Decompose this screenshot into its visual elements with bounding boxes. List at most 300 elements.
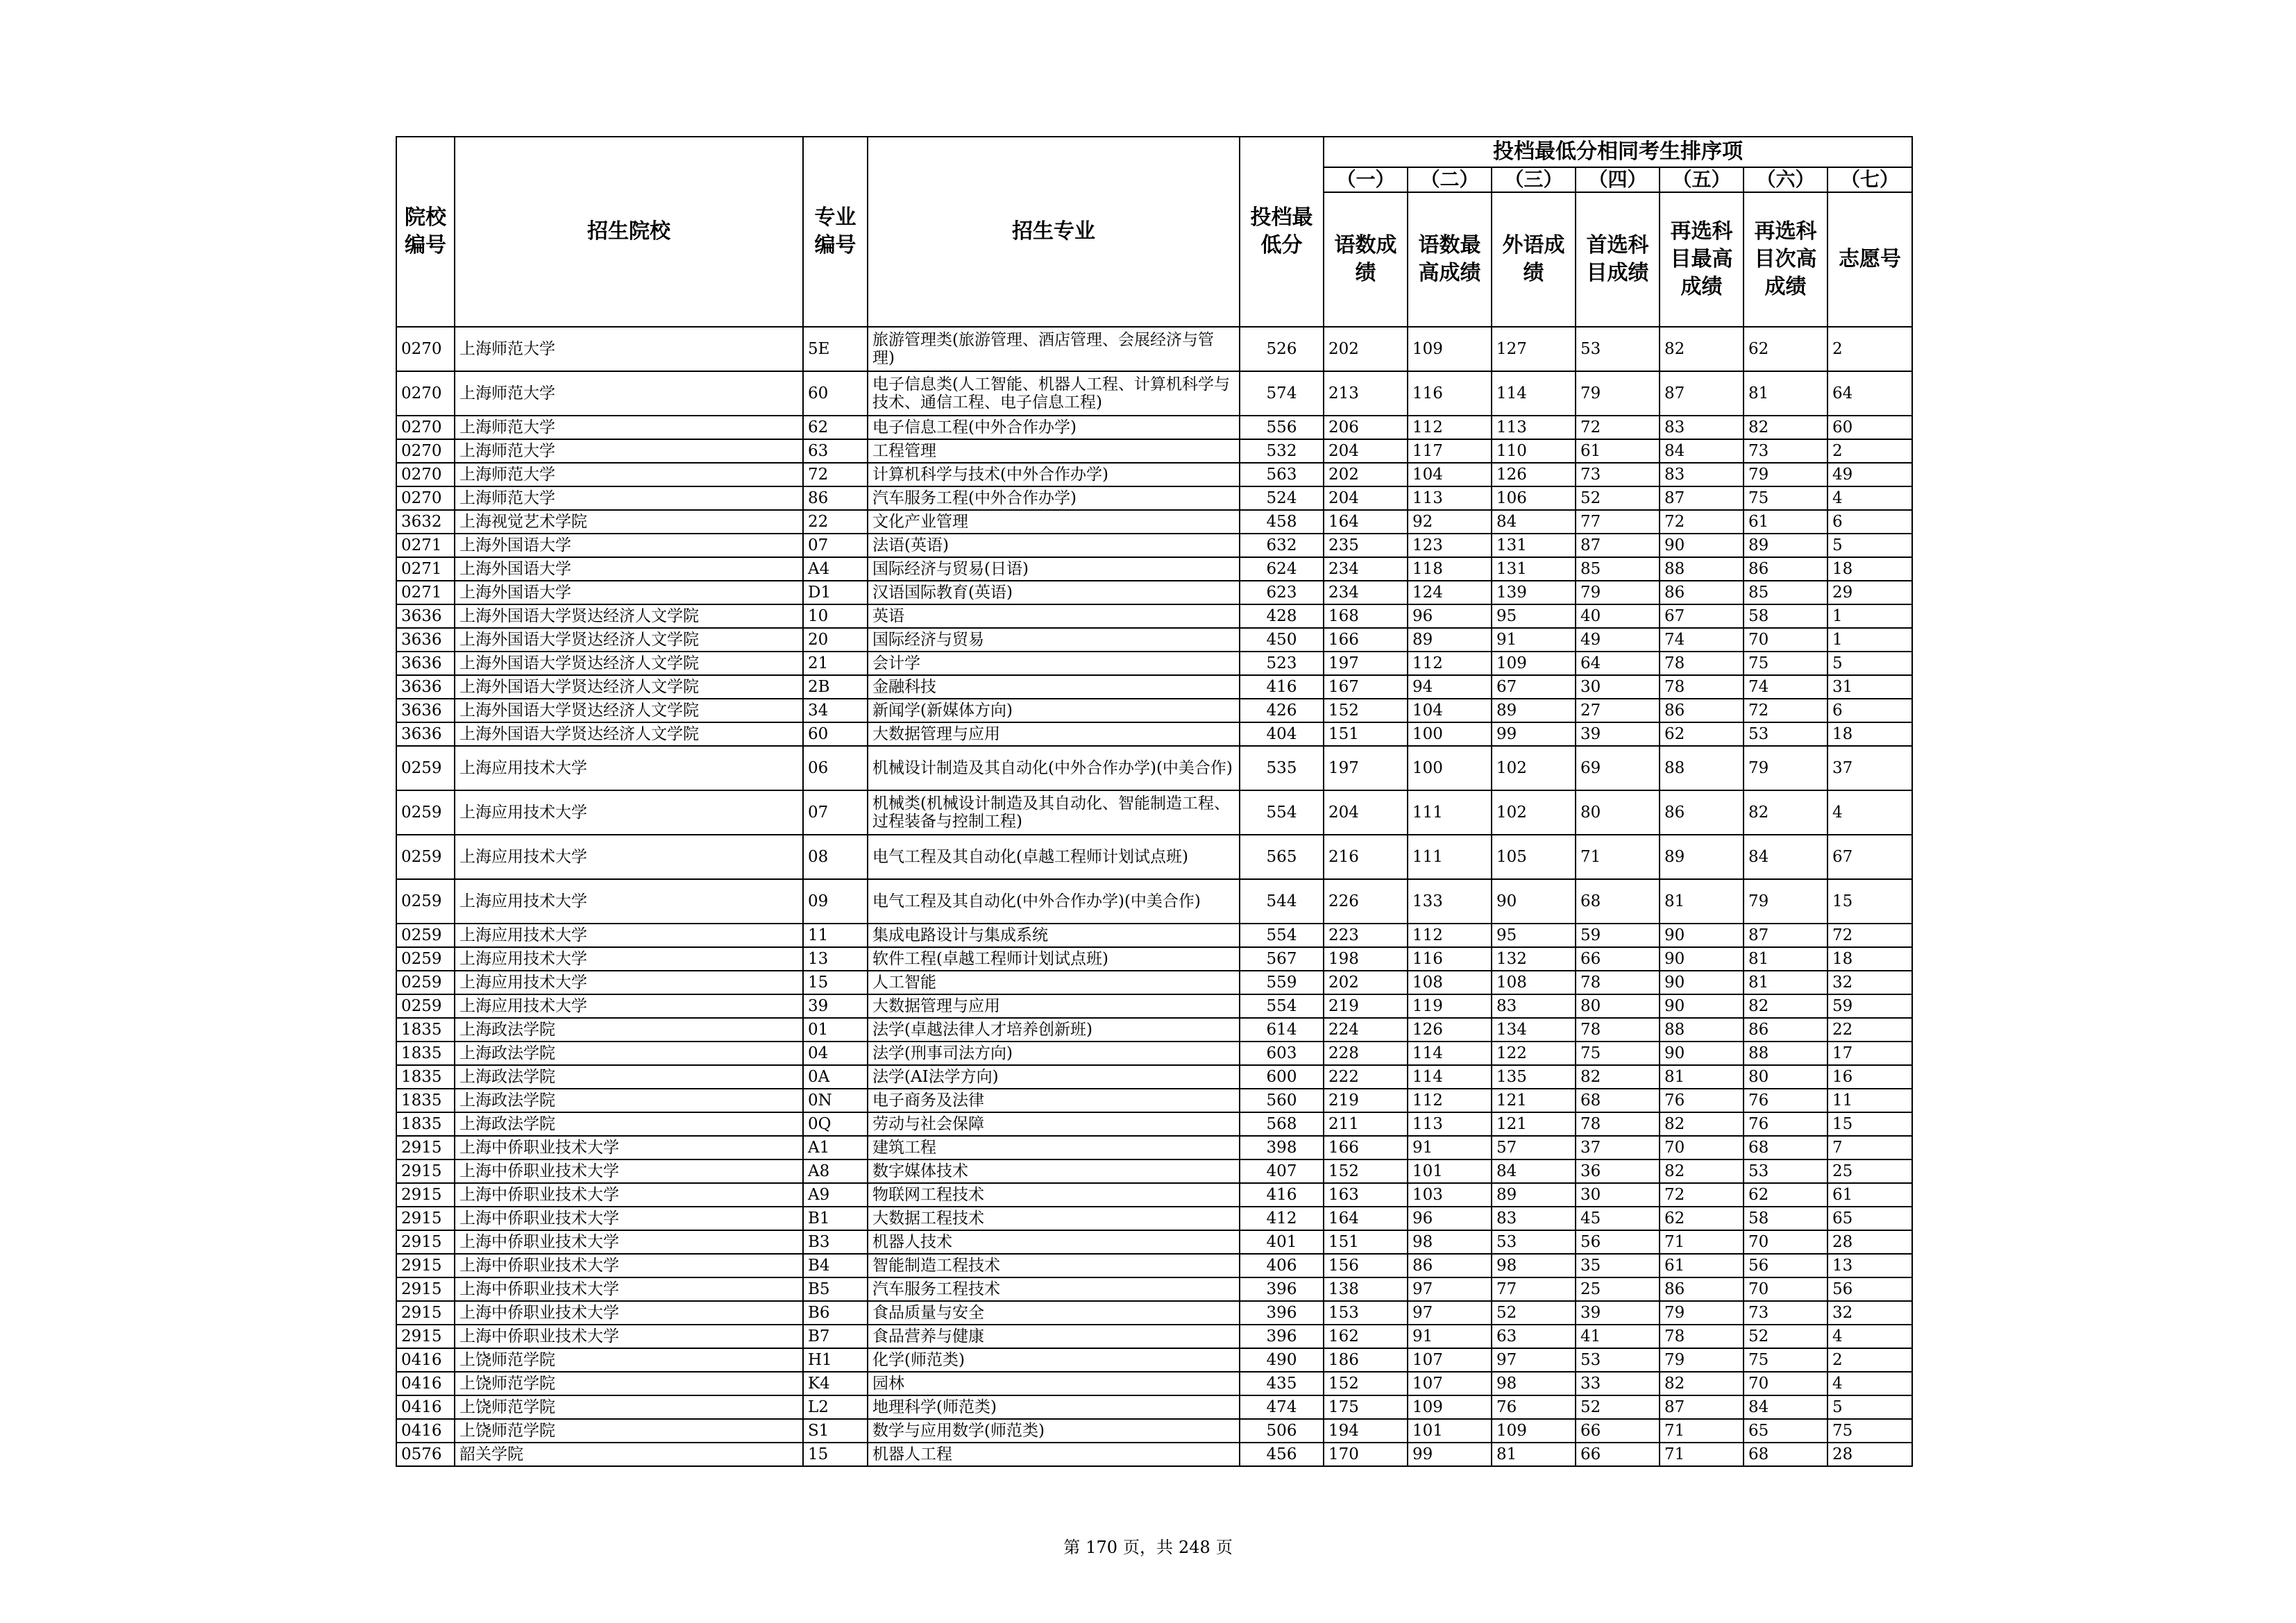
cell-school-name: 上海师范大学 xyxy=(455,416,803,439)
cell-elective-second: 68 xyxy=(1744,1136,1827,1159)
footer-prefix: 第 xyxy=(1063,1538,1081,1557)
cell-preference-no: 37 xyxy=(1827,746,1912,790)
table-row xyxy=(396,652,1912,675)
page-footer xyxy=(0,1533,2296,1558)
cell-preference-no: 4 xyxy=(1827,1372,1912,1395)
cell-chinese-math: 194 xyxy=(1324,1419,1408,1443)
cell-major-name: 汉语国际教育(英语) xyxy=(868,581,1240,604)
cell-major-name: 数字媒体技术 xyxy=(868,1159,1240,1183)
cell-school-code: 0271 xyxy=(396,557,455,581)
cell-school-name: 上饶师范学院 xyxy=(455,1372,803,1395)
cell-first-subject: 68 xyxy=(1576,1089,1660,1112)
cell-elective-max: 82 xyxy=(1660,1372,1744,1395)
cell-major-code: L2 xyxy=(803,1395,868,1419)
cell-major-name: 法学(AI法学方向) xyxy=(868,1065,1240,1089)
cell-elective-max: 87 xyxy=(1660,1395,1744,1419)
cell-foreign-language: 113 xyxy=(1492,416,1576,439)
cell-major-name: 地理科学(师范类) xyxy=(868,1395,1240,1419)
cell-major-name: 物联网工程技术 xyxy=(868,1183,1240,1207)
cell-min-score: 623 xyxy=(1240,581,1324,604)
header-order-7: （七） xyxy=(1827,167,1912,192)
cell-elective-second: 84 xyxy=(1744,1395,1827,1419)
header-sub-preference-no: 志愿号 xyxy=(1827,192,1912,327)
cell-chinese-math: 152 xyxy=(1324,699,1408,722)
cell-major-name: 大数据管理与应用 xyxy=(868,722,1240,746)
cell-major-code: B4 xyxy=(803,1254,868,1277)
cell-chinese-math: 202 xyxy=(1324,971,1408,994)
cell-first-subject: 39 xyxy=(1576,1301,1660,1325)
cell-school-code: 2915 xyxy=(396,1207,455,1230)
cell-school-code: 2915 xyxy=(396,1301,455,1325)
cell-min-score: 624 xyxy=(1240,557,1324,581)
cell-major-name: 法学(刑事司法方向) xyxy=(868,1042,1240,1065)
cell-school-name: 上海应用技术大学 xyxy=(455,924,803,947)
cell-elective-max: 70 xyxy=(1660,1136,1744,1159)
cell-major-code: 15 xyxy=(803,971,868,994)
cell-major-code: A8 xyxy=(803,1159,868,1183)
cell-elective-second: 75 xyxy=(1744,486,1827,510)
cell-foreign-language: 81 xyxy=(1492,1443,1576,1466)
cell-school-name: 上海中侨职业技术大学 xyxy=(455,1254,803,1277)
cell-chinese-math: 152 xyxy=(1324,1372,1408,1395)
cell-chinese-math: 204 xyxy=(1324,439,1408,463)
cell-chinese-math: 202 xyxy=(1324,463,1408,486)
cell-chinese-math-max: 97 xyxy=(1408,1277,1492,1301)
cell-school-name: 上海师范大学 xyxy=(455,327,803,371)
cell-major-name: 大数据管理与应用 xyxy=(868,994,1240,1018)
cell-first-subject: 73 xyxy=(1576,463,1660,486)
cell-min-score: 554 xyxy=(1240,790,1324,835)
cell-chinese-math-max: 91 xyxy=(1408,1136,1492,1159)
cell-major-code: 86 xyxy=(803,486,868,510)
cell-major-code: A4 xyxy=(803,557,868,581)
cell-elective-max: 76 xyxy=(1660,1089,1744,1112)
cell-first-subject: 49 xyxy=(1576,628,1660,652)
cell-major-name: 国际经济与贸易(日语) xyxy=(868,557,1240,581)
cell-chinese-math: 222 xyxy=(1324,1065,1408,1089)
cell-first-subject: 64 xyxy=(1576,652,1660,675)
header-order-3: （三） xyxy=(1492,167,1576,192)
cell-foreign-language: 91 xyxy=(1492,628,1576,652)
cell-school-code: 3636 xyxy=(396,699,455,722)
cell-min-score: 567 xyxy=(1240,947,1324,971)
cell-foreign-language: 89 xyxy=(1492,699,1576,722)
cell-elective-second: 73 xyxy=(1744,1301,1827,1325)
cell-elective-max: 81 xyxy=(1660,1065,1744,1089)
cell-foreign-language: 63 xyxy=(1492,1325,1576,1348)
cell-school-name: 上海外国语大学贤达经济人文学院 xyxy=(455,604,803,628)
cell-major-name: 工程管理 xyxy=(868,439,1240,463)
cell-foreign-language: 105 xyxy=(1492,835,1576,879)
cell-elective-second: 88 xyxy=(1744,1042,1827,1065)
header-order-5: （五） xyxy=(1660,167,1744,192)
table-row xyxy=(396,1348,1912,1372)
cell-elective-max: 86 xyxy=(1660,1277,1744,1301)
cell-chinese-math: 219 xyxy=(1324,994,1408,1018)
cell-min-score: 532 xyxy=(1240,439,1324,463)
cell-school-code: 2915 xyxy=(396,1159,455,1183)
cell-elective-max: 90 xyxy=(1660,924,1744,947)
cell-min-score: 474 xyxy=(1240,1395,1324,1419)
table-body xyxy=(396,327,1912,1466)
cell-first-subject: 53 xyxy=(1576,327,1660,371)
cell-chinese-math-max: 86 xyxy=(1408,1254,1492,1277)
cell-foreign-language: 89 xyxy=(1492,1183,1576,1207)
cell-school-code: 3632 xyxy=(396,510,455,534)
cell-min-score: 416 xyxy=(1240,675,1324,699)
cell-chinese-math: 224 xyxy=(1324,1018,1408,1042)
cell-elective-second: 73 xyxy=(1744,439,1827,463)
cell-foreign-language: 114 xyxy=(1492,371,1576,416)
cell-first-subject: 41 xyxy=(1576,1325,1660,1348)
cell-school-code: 1835 xyxy=(396,1089,455,1112)
cell-school-code: 3636 xyxy=(396,652,455,675)
cell-first-subject: 82 xyxy=(1576,1065,1660,1089)
cell-chinese-math-max: 109 xyxy=(1408,1395,1492,1419)
cell-elective-max: 83 xyxy=(1660,463,1744,486)
cell-major-name: 汽车服务工程(中外合作办学) xyxy=(868,486,1240,510)
cell-school-code: 0270 xyxy=(396,327,455,371)
cell-preference-no: 60 xyxy=(1827,416,1912,439)
cell-first-subject: 59 xyxy=(1576,924,1660,947)
cell-elective-max: 79 xyxy=(1660,1348,1744,1372)
header-order-1: （一） xyxy=(1324,167,1408,192)
table-row xyxy=(396,1183,1912,1207)
cell-preference-no: 11 xyxy=(1827,1089,1912,1112)
cell-foreign-language: 131 xyxy=(1492,557,1576,581)
cell-chinese-math-max: 104 xyxy=(1408,699,1492,722)
cell-chinese-math-max: 104 xyxy=(1408,463,1492,486)
cell-chinese-math-max: 96 xyxy=(1408,1207,1492,1230)
cell-elective-second: 79 xyxy=(1744,463,1827,486)
cell-preference-no: 22 xyxy=(1827,1018,1912,1042)
table-row xyxy=(396,1230,1912,1254)
cell-major-name: 汽车服务工程技术 xyxy=(868,1277,1240,1301)
cell-major-code: 60 xyxy=(803,722,868,746)
cell-school-name: 上海中侨职业技术大学 xyxy=(455,1183,803,1207)
cell-major-name: 旅游管理类(旅游管理、酒店管理、会展经济与管理) xyxy=(868,327,1240,371)
cell-preference-no: 29 xyxy=(1827,581,1912,604)
cell-major-code: 22 xyxy=(803,510,868,534)
cell-preference-no: 1 xyxy=(1827,604,1912,628)
cell-major-name: 机器人技术 xyxy=(868,1230,1240,1254)
cell-school-code: 0271 xyxy=(396,534,455,557)
cell-major-code: 15 xyxy=(803,1443,868,1466)
cell-first-subject: 77 xyxy=(1576,510,1660,534)
cell-preference-no: 7 xyxy=(1827,1136,1912,1159)
cell-school-code: 2915 xyxy=(396,1254,455,1277)
cell-foreign-language: 67 xyxy=(1492,675,1576,699)
table-row xyxy=(396,1089,1912,1112)
table-row xyxy=(396,1207,1912,1230)
cell-chinese-math: 166 xyxy=(1324,1136,1408,1159)
cell-major-name: 计算机科学与技术(中外合作办学) xyxy=(868,463,1240,486)
cell-chinese-math: 151 xyxy=(1324,1230,1408,1254)
cell-school-code: 0270 xyxy=(396,371,455,416)
cell-major-code: B5 xyxy=(803,1277,868,1301)
cell-first-subject: 78 xyxy=(1576,971,1660,994)
cell-elective-second: 58 xyxy=(1744,604,1827,628)
cell-chinese-math: 175 xyxy=(1324,1395,1408,1419)
cell-major-name: 大数据工程技术 xyxy=(868,1207,1240,1230)
cell-chinese-math-max: 112 xyxy=(1408,652,1492,675)
cell-first-subject: 37 xyxy=(1576,1136,1660,1159)
cell-preference-no: 32 xyxy=(1827,971,1912,994)
cell-school-name: 上海应用技术大学 xyxy=(455,746,803,790)
cell-major-name: 法学(卓越法律人才培养创新班) xyxy=(868,1018,1240,1042)
cell-major-name: 电子商务及法律 xyxy=(868,1089,1240,1112)
cell-elective-second: 84 xyxy=(1744,835,1827,879)
table-row xyxy=(396,924,1912,947)
cell-preference-no: 61 xyxy=(1827,1183,1912,1207)
cell-chinese-math: 153 xyxy=(1324,1301,1408,1325)
cell-elective-second: 58 xyxy=(1744,1207,1827,1230)
cell-preference-no: 6 xyxy=(1827,699,1912,722)
cell-first-subject: 79 xyxy=(1576,581,1660,604)
cell-major-name: 劳动与社会保障 xyxy=(868,1112,1240,1136)
header-order-2: （二） xyxy=(1408,167,1492,192)
cell-min-score: 406 xyxy=(1240,1254,1324,1277)
cell-school-name: 上饶师范学院 xyxy=(455,1348,803,1372)
cell-foreign-language: 76 xyxy=(1492,1395,1576,1419)
cell-min-score: 554 xyxy=(1240,994,1324,1018)
cell-major-name: 机械类(机械设计制造及其自动化、智能制造工程、过程装备与控制工程) xyxy=(868,790,1240,835)
footer-total-pages: 248 xyxy=(1179,1538,1210,1557)
cell-elective-max: 78 xyxy=(1660,1325,1744,1348)
cell-elective-max: 88 xyxy=(1660,746,1744,790)
cell-foreign-language: 122 xyxy=(1492,1042,1576,1065)
cell-elective-max: 90 xyxy=(1660,994,1744,1018)
cell-min-score: 398 xyxy=(1240,1136,1324,1159)
cell-elective-max: 62 xyxy=(1660,722,1744,746)
cell-elective-max: 87 xyxy=(1660,486,1744,510)
cell-elective-max: 90 xyxy=(1660,534,1744,557)
cell-min-score: 568 xyxy=(1240,1112,1324,1136)
cell-foreign-language: 132 xyxy=(1492,947,1576,971)
cell-school-code: 0259 xyxy=(396,835,455,879)
cell-elective-second: 75 xyxy=(1744,652,1827,675)
table-row xyxy=(396,1395,1912,1419)
cell-school-name: 上海应用技术大学 xyxy=(455,879,803,924)
cell-chinese-math-max: 111 xyxy=(1408,835,1492,879)
table-row xyxy=(396,722,1912,746)
cell-major-code: 07 xyxy=(803,790,868,835)
cell-first-subject: 85 xyxy=(1576,557,1660,581)
cell-school-name: 上海视觉艺术学院 xyxy=(455,510,803,534)
cell-foreign-language: 139 xyxy=(1492,581,1576,604)
cell-major-code: 63 xyxy=(803,439,868,463)
cell-min-score: 565 xyxy=(1240,835,1324,879)
cell-school-code: 0416 xyxy=(396,1348,455,1372)
table-row xyxy=(396,1159,1912,1183)
cell-school-code: 3636 xyxy=(396,722,455,746)
cell-preference-no: 32 xyxy=(1827,1301,1912,1325)
cell-school-code: 0416 xyxy=(396,1372,455,1395)
cell-chinese-math-max: 100 xyxy=(1408,746,1492,790)
cell-first-subject: 75 xyxy=(1576,1042,1660,1065)
cell-chinese-math-max: 116 xyxy=(1408,371,1492,416)
header-sub-chinese-math-max: 语数最高成绩 xyxy=(1408,192,1492,327)
cell-foreign-language: 99 xyxy=(1492,722,1576,746)
cell-major-code: A1 xyxy=(803,1136,868,1159)
table-row xyxy=(396,1301,1912,1325)
table-row xyxy=(396,1372,1912,1395)
cell-chinese-math: 151 xyxy=(1324,722,1408,746)
cell-min-score: 416 xyxy=(1240,1183,1324,1207)
cell-major-code: 0A xyxy=(803,1065,868,1089)
cell-min-score: 632 xyxy=(1240,534,1324,557)
cell-chinese-math-max: 133 xyxy=(1408,879,1492,924)
cell-major-code: 5E xyxy=(803,327,868,371)
cell-school-code: 1835 xyxy=(396,1018,455,1042)
cell-school-code: 0271 xyxy=(396,581,455,604)
cell-school-name: 上海中侨职业技术大学 xyxy=(455,1301,803,1325)
cell-major-code: 21 xyxy=(803,652,868,675)
cell-chinese-math-max: 107 xyxy=(1408,1372,1492,1395)
table-row xyxy=(396,1325,1912,1348)
cell-major-code: 34 xyxy=(803,699,868,722)
cell-school-name: 韶关学院 xyxy=(455,1443,803,1466)
cell-first-subject: 72 xyxy=(1576,416,1660,439)
cell-min-score: 404 xyxy=(1240,722,1324,746)
cell-major-name: 电子信息类(人工智能、机器人工程、计算机科学与技术、通信工程、电子信息工程) xyxy=(868,371,1240,416)
cell-elective-second: 81 xyxy=(1744,971,1827,994)
cell-major-code: B3 xyxy=(803,1230,868,1254)
cell-school-code: 1835 xyxy=(396,1112,455,1136)
cell-major-code: 39 xyxy=(803,994,868,1018)
cell-chinese-math: 156 xyxy=(1324,1254,1408,1277)
cell-school-name: 上海师范大学 xyxy=(455,371,803,416)
cell-chinese-math-max: 109 xyxy=(1408,327,1492,371)
cell-first-subject: 52 xyxy=(1576,1395,1660,1419)
cell-min-score: 396 xyxy=(1240,1277,1324,1301)
cell-elective-second: 70 xyxy=(1744,1277,1827,1301)
cell-first-subject: 52 xyxy=(1576,486,1660,510)
cell-school-name: 上饶师范学院 xyxy=(455,1419,803,1443)
cell-first-subject: 66 xyxy=(1576,1419,1660,1443)
cell-min-score: 458 xyxy=(1240,510,1324,534)
cell-elective-second: 70 xyxy=(1744,1230,1827,1254)
table-row xyxy=(396,699,1912,722)
cell-school-code: 0259 xyxy=(396,947,455,971)
table-row xyxy=(396,879,1912,924)
cell-preference-no: 15 xyxy=(1827,1112,1912,1136)
cell-major-code: D1 xyxy=(803,581,868,604)
cell-elective-max: 72 xyxy=(1660,510,1744,534)
cell-first-subject: 69 xyxy=(1576,746,1660,790)
cell-foreign-language: 131 xyxy=(1492,534,1576,557)
cell-preference-no: 2 xyxy=(1827,1348,1912,1372)
header-sub-first-subject: 首选科目成绩 xyxy=(1576,192,1660,327)
cell-school-name: 上饶师范学院 xyxy=(455,1395,803,1419)
table-row xyxy=(396,1443,1912,1466)
cell-first-subject: 56 xyxy=(1576,1230,1660,1254)
cell-major-name: 英语 xyxy=(868,604,1240,628)
cell-chinese-math: 234 xyxy=(1324,581,1408,604)
table-row xyxy=(396,510,1912,534)
cell-school-code: 0259 xyxy=(396,994,455,1018)
cell-school-code: 2915 xyxy=(396,1325,455,1348)
cell-min-score: 456 xyxy=(1240,1443,1324,1466)
cell-elective-max: 88 xyxy=(1660,1018,1744,1042)
table-row xyxy=(396,604,1912,628)
table-row xyxy=(396,1018,1912,1042)
cell-major-code: 10 xyxy=(803,604,868,628)
cell-school-code: 0270 xyxy=(396,439,455,463)
cell-elective-second: 52 xyxy=(1744,1325,1827,1348)
cell-chinese-math: 204 xyxy=(1324,486,1408,510)
cell-foreign-language: 95 xyxy=(1492,604,1576,628)
cell-elective-second: 61 xyxy=(1744,510,1827,534)
header-sub-chinese-math: 语数成绩 xyxy=(1324,192,1408,327)
cell-school-name: 上海应用技术大学 xyxy=(455,994,803,1018)
table-row xyxy=(396,416,1912,439)
cell-preference-no: 28 xyxy=(1827,1443,1912,1466)
cell-foreign-language: 90 xyxy=(1492,879,1576,924)
cell-elective-second: 86 xyxy=(1744,557,1827,581)
cell-elective-max: 87 xyxy=(1660,371,1744,416)
cell-first-subject: 79 xyxy=(1576,371,1660,416)
table-header xyxy=(396,137,1912,327)
cell-elective-max: 84 xyxy=(1660,439,1744,463)
cell-elective-max: 71 xyxy=(1660,1230,1744,1254)
cell-chinese-math: 206 xyxy=(1324,416,1408,439)
cell-elective-second: 62 xyxy=(1744,327,1827,371)
cell-elective-second: 80 xyxy=(1744,1065,1827,1089)
cell-min-score: 559 xyxy=(1240,971,1324,994)
cell-min-score: 526 xyxy=(1240,327,1324,371)
cell-first-subject: 71 xyxy=(1576,835,1660,879)
cell-foreign-language: 110 xyxy=(1492,439,1576,463)
cell-elective-second: 70 xyxy=(1744,628,1827,652)
cell-elective-second: 75 xyxy=(1744,1348,1827,1372)
cell-chinese-math: 226 xyxy=(1324,879,1408,924)
cell-school-code: 3636 xyxy=(396,675,455,699)
cell-school-name: 上海应用技术大学 xyxy=(455,790,803,835)
cell-preference-no: 5 xyxy=(1827,652,1912,675)
cell-chinese-math-max: 112 xyxy=(1408,924,1492,947)
cell-preference-no: 2 xyxy=(1827,439,1912,463)
cell-chinese-math-max: 108 xyxy=(1408,971,1492,994)
cell-school-code: 2915 xyxy=(396,1136,455,1159)
cell-school-code: 0270 xyxy=(396,416,455,439)
cell-major-code: 0Q xyxy=(803,1112,868,1136)
header-school-code: 院校编号 xyxy=(396,137,455,327)
cell-chinese-math-max: 103 xyxy=(1408,1183,1492,1207)
cell-first-subject: 30 xyxy=(1576,675,1660,699)
cell-elective-max: 88 xyxy=(1660,557,1744,581)
cell-major-code: 11 xyxy=(803,924,868,947)
cell-elective-max: 90 xyxy=(1660,1042,1744,1065)
cell-preference-no: 65 xyxy=(1827,1207,1912,1230)
table-row xyxy=(396,581,1912,604)
cell-min-score: 563 xyxy=(1240,463,1324,486)
cell-chinese-math: 197 xyxy=(1324,652,1408,675)
cell-major-name: 会计学 xyxy=(868,652,1240,675)
footer-mid: 页，共 xyxy=(1123,1538,1173,1557)
cell-preference-no: 72 xyxy=(1827,924,1912,947)
cell-foreign-language: 109 xyxy=(1492,1419,1576,1443)
cell-elective-second: 70 xyxy=(1744,1372,1827,1395)
cell-chinese-math-max: 100 xyxy=(1408,722,1492,746)
cell-preference-no: 49 xyxy=(1827,463,1912,486)
cell-preference-no: 5 xyxy=(1827,1395,1912,1419)
cell-major-name: 食品质量与安全 xyxy=(868,1301,1240,1325)
cell-school-name: 上海中侨职业技术大学 xyxy=(455,1159,803,1183)
cell-major-name: 集成电路设计与集成系统 xyxy=(868,924,1240,947)
cell-foreign-language: 57 xyxy=(1492,1136,1576,1159)
cell-major-code: B6 xyxy=(803,1301,868,1325)
